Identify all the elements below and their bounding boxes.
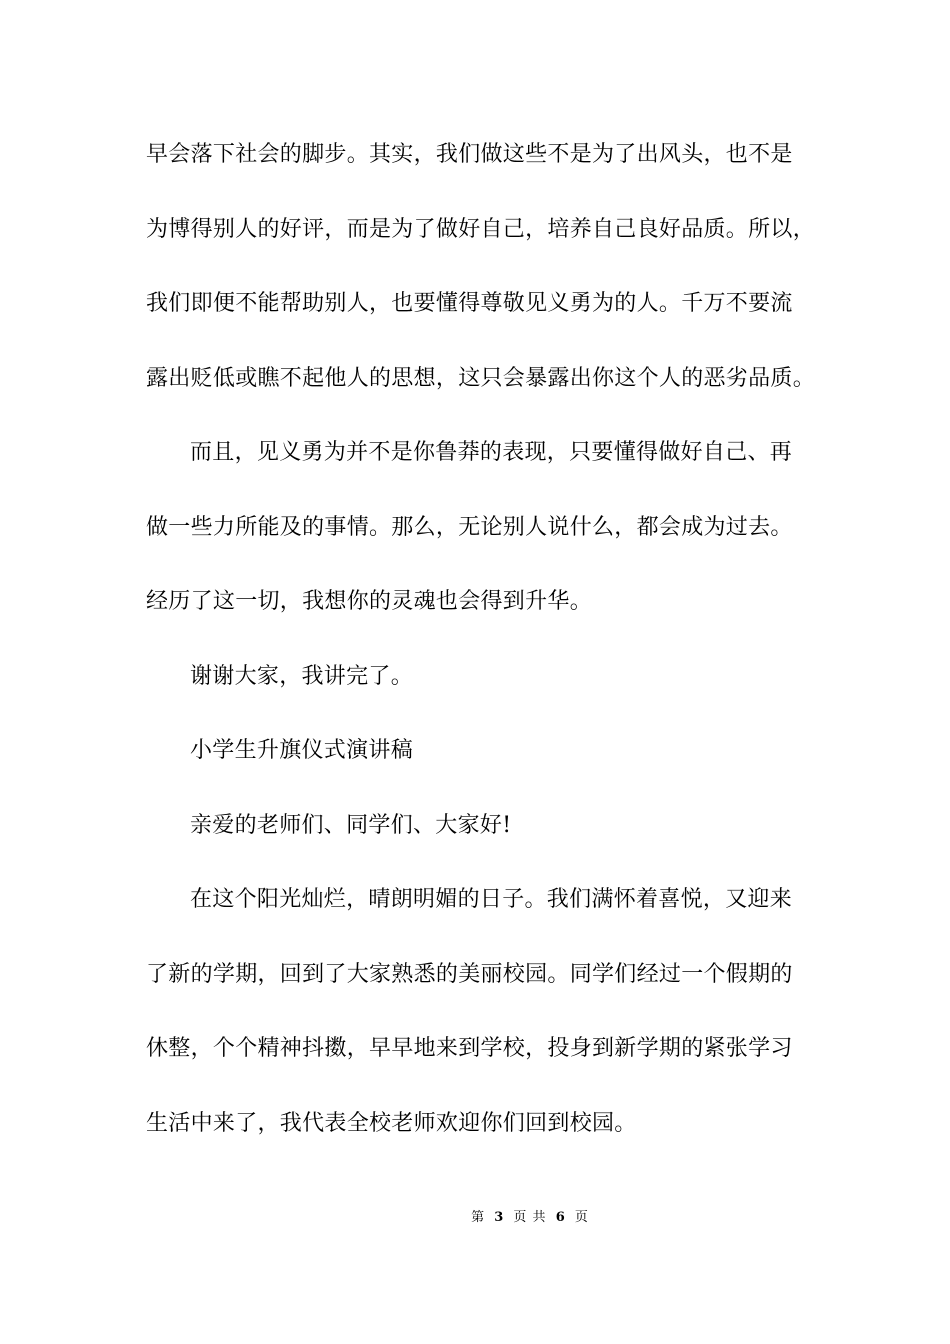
- greeting-line: 亲爱的老师们、同学们、大家好!: [190, 812, 512, 838]
- section-title: 小学生升旗仪式演讲稿: [190, 738, 414, 763]
- text-line: 生活中来了，我代表全校老师欢迎你们回到校园。: [146, 1110, 637, 1136]
- footer-total-pages: 6: [555, 1210, 566, 1225]
- text-line: 我们即便不能帮助别人，也要懂得尊敬见义勇为的人。千万不要流: [146, 291, 793, 316]
- text-line: 休整，个个精神抖擞，早早地来到学校，投身到新学期的紧张学习: [146, 1036, 793, 1061]
- footer-prefix: 第: [471, 1210, 486, 1225]
- text-line: 为博得别人的好评，而是为了做好自己，培养自己良好品质。所以，: [146, 216, 816, 242]
- text-line: 了新的学期，回到了大家熟悉的美丽校园。同学们经过一个假期的: [146, 961, 793, 987]
- footer-current-page: 3: [494, 1210, 505, 1225]
- text-line: 而且，见义勇为并不是你鲁莽的表现，只要懂得做好自己、再: [190, 440, 793, 465]
- text-line: 早会落下社会的脚步。其实，我们做这些不是为了出风头，也不是: [146, 142, 793, 167]
- text-line: 在这个阳光灿烂，晴朗明媚的日子。我们满怀着喜悦，又迎来: [190, 887, 793, 912]
- footer-middle: 页 共: [513, 1210, 547, 1225]
- text-line: 经历了这一切，我想你的灵魂也会得到升华。: [146, 589, 593, 614]
- text-line: 露出贬低或瞧不起他人的思想，这只会暴露出你这个人的恶劣品质。: [146, 365, 816, 391]
- text-line: 做一些力所能及的事情。那么，无论别人说什么，都会成为过去。: [146, 514, 793, 540]
- closing-line: 谢谢大家，我讲完了。: [190, 663, 414, 689]
- footer-suffix: 页: [574, 1210, 589, 1225]
- page-footer: [0, 1209, 950, 1227]
- document-body: [146, 133, 816, 1176]
